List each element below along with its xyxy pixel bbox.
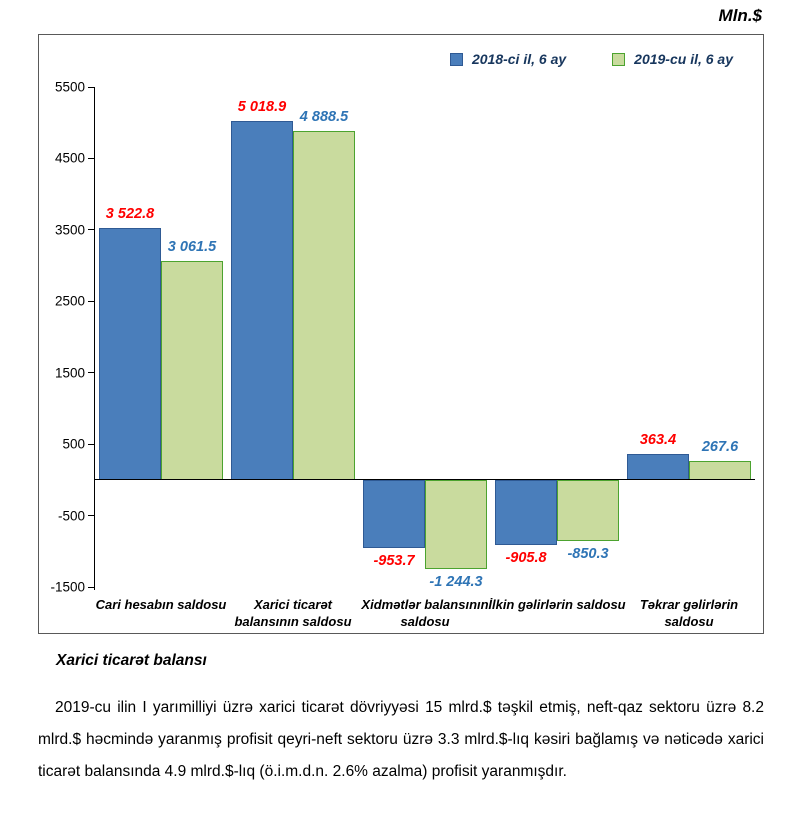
bar-2018 xyxy=(363,480,425,548)
y-tick-label: 1500 xyxy=(54,365,85,381)
y-tick-mark xyxy=(88,229,95,230)
bar-2019 xyxy=(293,131,355,480)
bar-value-label: 363.4 xyxy=(639,431,677,448)
y-tick-mark xyxy=(88,158,95,159)
legend-swatch-2019 xyxy=(612,53,625,66)
y-tick-label: -500 xyxy=(57,508,85,524)
category-label: Xidmətlər balansının saldosu xyxy=(361,597,489,629)
bar-2019 xyxy=(557,480,619,541)
y-tick-mark xyxy=(88,301,95,302)
y-tick-label: -1500 xyxy=(50,579,85,595)
bar-value-label: 3 061.5 xyxy=(167,239,217,256)
y-tick-label: 500 xyxy=(62,436,85,452)
category-label: Cari hesabın saldosu xyxy=(95,597,227,612)
legend-item-2018 xyxy=(450,51,566,67)
y-tick-mark xyxy=(88,515,95,516)
bar-value-label: -905.8 xyxy=(505,549,547,566)
bar-value-label: 3 522.8 xyxy=(105,206,155,223)
bar-2019 xyxy=(161,261,223,480)
y-tick-label: 3500 xyxy=(54,222,85,238)
y-tick-label: 5500 xyxy=(54,79,85,95)
bar-2018 xyxy=(99,228,161,480)
category-label: Təkrar gəlirlərin saldosu xyxy=(639,597,739,629)
y-tick-mark xyxy=(88,444,95,445)
legend-label-2018: 2018-ci il, 6 ay xyxy=(471,51,567,67)
bar-value-label: -1 244.3 xyxy=(429,573,483,590)
y-tick-mark xyxy=(88,372,95,373)
chart-legend xyxy=(450,51,733,67)
bar-2019 xyxy=(689,461,751,480)
bar-2018 xyxy=(627,454,689,480)
text-section xyxy=(0,652,800,788)
section-heading: Xarici ticarət balansı xyxy=(56,652,207,669)
y-tick-label: 2500 xyxy=(54,293,85,309)
bar-value-label: 267.6 xyxy=(701,438,739,455)
x-axis-zero-line xyxy=(94,479,755,480)
bar-value-label: -953.7 xyxy=(373,552,415,569)
plot-area xyxy=(50,79,755,629)
y-tick-mark xyxy=(88,587,95,588)
bar-value-label: 4 888.5 xyxy=(299,108,349,125)
bar-2019 xyxy=(425,480,487,569)
bar-2018 xyxy=(495,480,557,545)
y-tick-mark xyxy=(88,87,95,88)
y-tick-label: 4500 xyxy=(54,150,85,166)
legend-swatch-2018 xyxy=(450,53,463,66)
bar-value-label: 5 018.9 xyxy=(237,99,287,116)
bar-2018 xyxy=(231,121,293,479)
bar-value-label: -850.3 xyxy=(567,545,609,562)
legend-item-2019 xyxy=(612,51,733,67)
unit-label: Mln.$ xyxy=(718,6,762,25)
category-label: İlkin gəlirlərin saldosu xyxy=(488,597,626,612)
category-label: Xarici ticarət balansının saldosu xyxy=(234,597,352,629)
section-paragraph: 2019-cu ilin I yarımilliyi üzrə xarici ticarət dövriyyəsi 15 mlrd.$ təşkil etmiş, neft-qaz sektoru üzrə 8.2 mlrd.$ həcmində yaranmış profisit qeyri-neft sektoru üzrə 3.3 mlrd.$-lıq kəsiri bağlamış və nəticədə xarici ticarət balansında 4.9 mlrd.$-lıq (ö.i.m.d.n. 2.6% azalma) profisit yaranmışdır. xyxy=(38,699,764,780)
legend-label-2019: 2019-cu il, 6 ay xyxy=(634,51,733,67)
chart-container xyxy=(38,34,764,634)
